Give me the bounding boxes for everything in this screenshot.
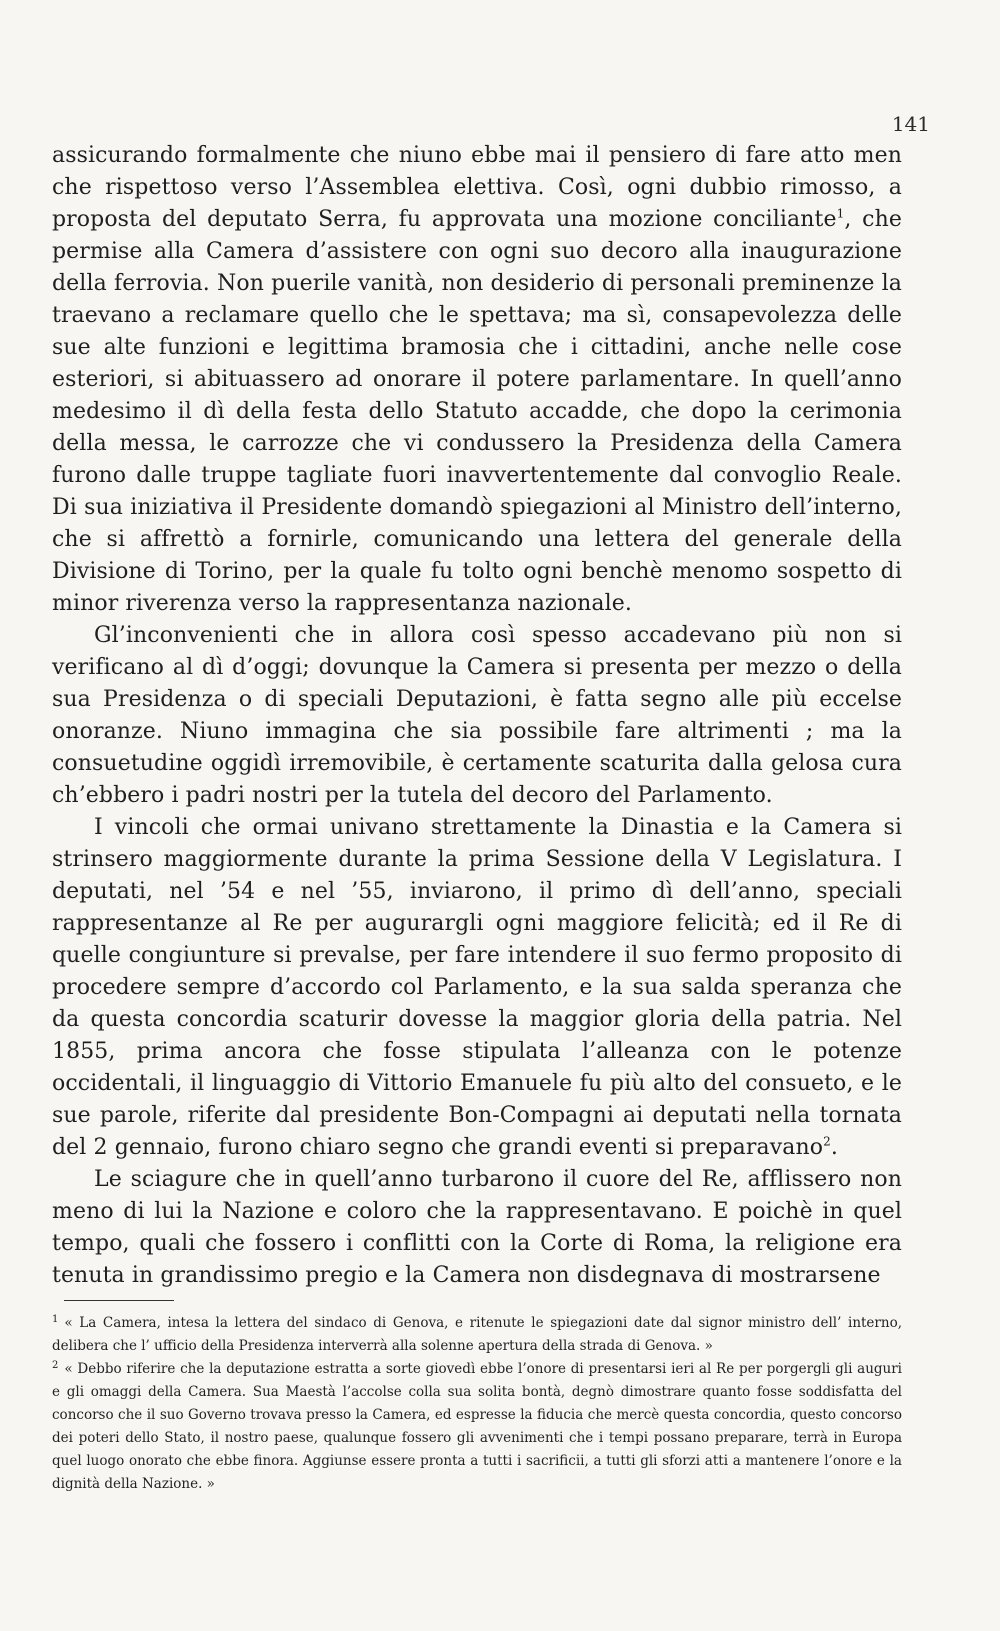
footnote-text: « La Camera, intesa la lettera del sindaco di Genova, e ritenute le spiegazioni date dal signor ministro dell’ interno, delibera che l’ ufficio della Presidenza interverrà alla solenne apertura della strada di Genova. » — [52, 1315, 902, 1354]
footnote-1 — [52, 1312, 902, 1358]
paragraph-3 — [52, 812, 902, 1164]
page-number: 141 — [891, 112, 930, 136]
paragraph-text: I vincoli che ormai univano strettamente la Dinastia e la Camera si strinsero maggiormente durante la prima Sessione della V Legislatura. I deputati, nel ’54 e nel ’55, inviarono, il primo dì dell’anno, speciali rappresentanze al Re per augurargli ogni maggiore felicità; ed il Re di quelle congiunture si prevalse, per fare intendere il suo fermo proposito di procedere sempre d’accordo col Parlamento, e la sua salda speranza che da questa concordia scaturir dovesse la maggior gloria della patria. Nel 1855, prima ancora che fosse stipulata l’alleanza con le potenze occidentali, il linguaggio di Vittorio Emanuele fu più alto del consueto, e le sue parole, riferite dal presidente Bon-Compagni ai deputati nella tornata del 2 gennaio, furono chiaro segno che grandi eventi si preparavano — [52, 815, 902, 1160]
paragraph-2: Gl’inconvenienti che in allora così spesso accadevano più non si verificano al dì d’oggi; dovunque la Camera si presenta per mezzo o della sua Presidenza o di speciali Deputazioni, è fatta segno alle più eccelse onoranze. Niuno immagina che sia possibile fare altrimenti ; ma la consuetudine oggidì irremovibile, è certamente scaturita dalla gelosa cura ch’ebbero i padri nostri per la tutela del decoro del Parlamento. — [52, 623, 902, 808]
footnote-text: « Debbo riferire che la deputazione estratta a sorte giovedì ebbe l’onore di presentarsi ieri al Re per porgergli gli auguri e gli omaggi della Camera. Sua Maestà l’accolse colla sua solita bontà, degnò dimostrare quanto fosse soddisfatta del concorso che il suo Governo trovava presso la Camera, ed espresse la fiducia che mercè questa concordia, questo concorso dei poteri dello Stato, il nostro paese, qualunque fossero gli avvenimenti che i tempi possano preparare, terrà in Europa quel luogo onorato che ebbe finora. Aggiunse essere pronta a tutti i sacrificii, a tutti gli sforzi atti a mantenere l’onore e la dignità della Nazione. » — [52, 1361, 902, 1492]
paragraph-text: . — [830, 1135, 838, 1160]
footnote-reference: 1 — [836, 206, 845, 221]
footnote-2 — [52, 1358, 902, 1496]
paragraph-1 — [52, 140, 902, 620]
footnotes — [52, 1312, 902, 1496]
body-text — [52, 140, 902, 1292]
paragraph-text: , che permise alla Camera d’assistere con ogni suo decoro alla inaugurazione della ferrovia. Non puerile vanità, non desiderio di personali preminenze la traevano a reclamare quello che le spettava; ma sì, consapevolezza delle sue alte funzioni e legittima bramosia che i cittadini, anche nelle cose esteriori, si abituassero ad onorare il potere parlamentare. In quell’anno medesimo il dì della festa dello Statuto accadde, che dopo la cerimonia della messa, le carrozze che vi condussero la Presidenza della Camera furono dalle truppe tagliate fuori inavvertentemente dal convoglio Reale. Di sua iniziativa il Presidente domandò spiegazioni al Ministro dell’interno, che si affrettò a fornirle, comunicando una lettera del generale della Divisione di Torino, per la quale fu tolto ogni benchè menomo sospetto di minor riverenza verso la rappresentanza nazionale. — [52, 207, 902, 616]
paragraph-text: assicurando formalmente che niuno ebbe mai il pensiero di fare atto men che rispettoso verso l’Assemblea elettiva. Così, ogni dubbio rimosso, a proposta del deputato Serra, fu approvata una mozione conciliante — [52, 143, 902, 232]
footnote-marker: 2 — [52, 1359, 59, 1371]
footnote-reference: 2 — [823, 1134, 831, 1149]
footnote-divider — [64, 1300, 174, 1301]
paragraph-4: Le sciagure che in quell’anno turbarono il cuore del Re, afflissero non meno di lui la Nazione e coloro che la rappresentavano. E poichè in quel tempo, quali che fossero i conflitti con la Corte di Roma, la religione era tenuta in grandissimo pregio e la Camera non disdegnava di mostrarsene — [52, 1167, 902, 1288]
footnote-marker: 1 — [52, 1313, 59, 1325]
